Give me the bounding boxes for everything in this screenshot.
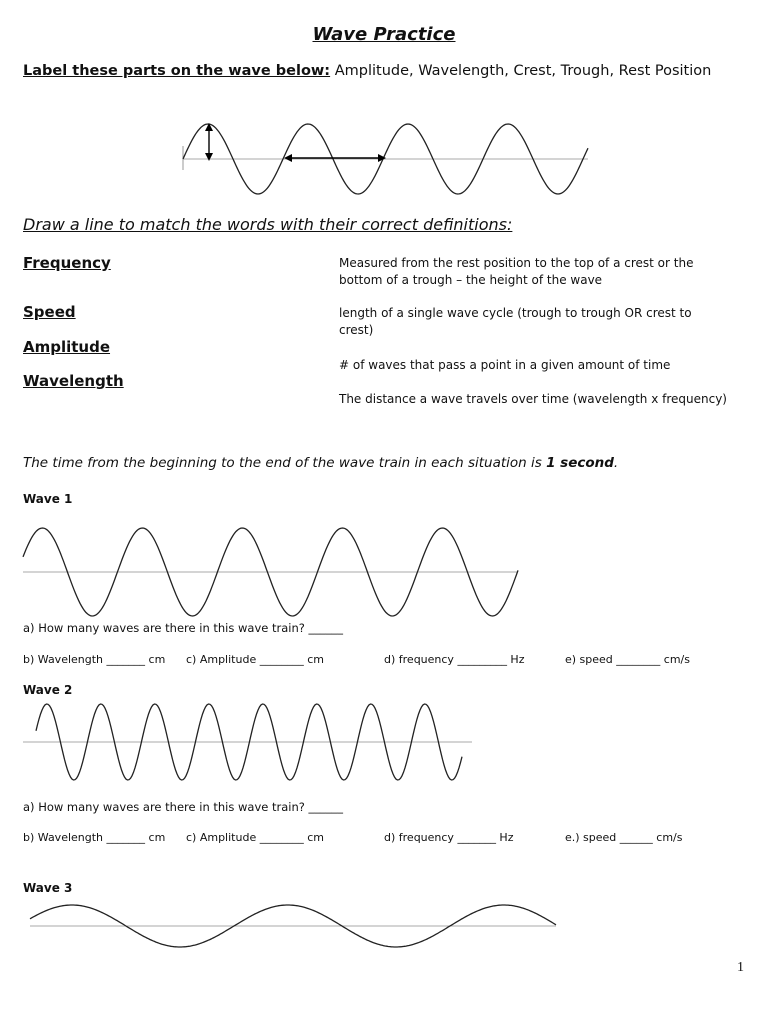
wave-1-question-a: a) How many waves are there in this wave train? ______ [23,621,344,635]
page-number: 1 [737,960,744,975]
matching-heading: Draw a line to match the words with their correct definitions: [23,215,513,234]
wave-2-question-b: b) Wavelength _______ cm [23,831,166,844]
definition-frequency: # of waves that pass a point in a given amount of time [339,358,671,372]
definition-speed: The distance a wave travels over time (wavelength x frequency) [339,392,727,406]
intro-end: . [613,455,619,471]
wave-2-graphic [0,695,768,790]
intro-text: The time from the beginning to the end of the wave train in each situation is [23,455,542,471]
wave-1-question-e: e) speed ________ cm/s [565,653,690,666]
wave-1-label: Wave 1 [23,492,73,506]
wave-2-label: Wave 2 [23,683,73,697]
labelling-wave-diagram [0,0,768,210]
page-title: Wave Practice [312,24,456,45]
wave-2-question-d: d) frequency _______ Hz [384,831,514,844]
labelling-parts: Amplitude, Wavelength, Crest, Trough, Rest Position [334,63,712,79]
term-wavelength: Wavelength [23,372,124,390]
wavelength-arrow [284,154,386,162]
definition-wavelength: length of a single wave cycle (trough to trough OR crest to crest) [339,306,692,337]
term-amplitude: Amplitude [23,338,111,356]
intro-emphasis: 1 second [546,455,614,471]
labelling-lead: Label these parts on the wave below: [23,63,331,79]
definition-amplitude: Measured from the rest position to the top of a crest or the bottom of a trough – the height of the wave [339,256,694,287]
wave-1-question-b: b) Wavelength _______ cm [23,653,166,666]
amplitude-arrow [205,123,213,161]
wave-3-graphic [0,895,768,955]
term-frequency: Frequency [23,254,111,272]
term-speed: Speed [23,303,76,321]
wave-2-question-a: a) How many waves are there in this wave train? ______ [23,800,344,814]
wave-2-question-c: c) Amplitude ________ cm [186,831,324,844]
wave-3-label: Wave 3 [23,881,73,895]
intro-sentence [23,455,618,471]
wave-1-graphic [0,510,768,630]
wave-1-question-c: c) Amplitude ________ cm [186,653,324,666]
wave-2-question-e: e.) speed ______ cm/s [565,831,683,844]
wave-1-question-d: d) frequency _________ Hz [384,653,525,666]
